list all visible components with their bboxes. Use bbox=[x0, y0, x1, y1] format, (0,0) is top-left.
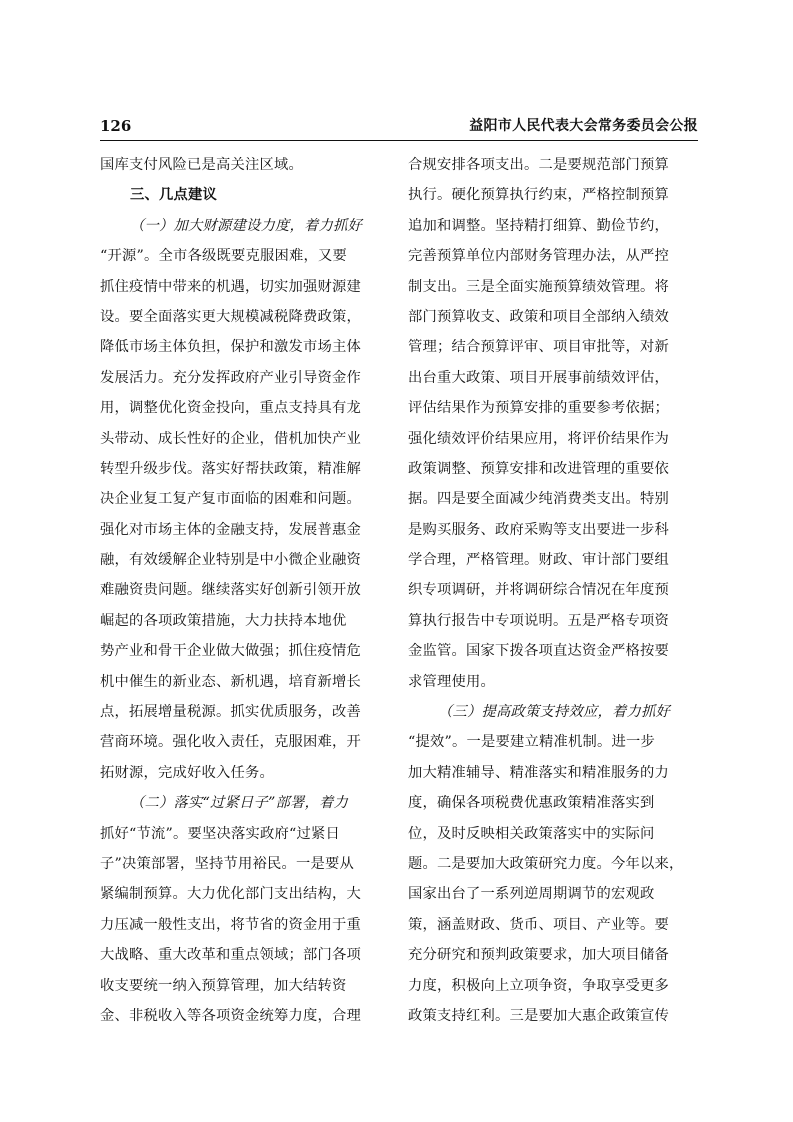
text-line: 出台重大政策、项目开展事前绩效评估， bbox=[408, 369, 669, 386]
text-line: 执行。硬化预算执行约束，严格控制预算 bbox=[408, 187, 669, 204]
text-line: 部门预算收支、政策和项目全部纳入绩效 bbox=[408, 308, 669, 325]
text-line: “提效”。一是要建立精准机制。进一步 bbox=[408, 734, 655, 751]
text-line: 据。四是要全面减少纯消费类支出。特别 bbox=[408, 491, 669, 508]
text-line: 金监管。国家下拨各项直达资金严格按要 bbox=[408, 643, 669, 660]
text-line: 拓财源，完成好收入任务。 bbox=[100, 764, 274, 781]
text-line: 营商环境。强化收入责任，克服困难，开 bbox=[100, 734, 361, 751]
text-line: 度，确保各项税费优惠政策精准落实到 bbox=[408, 795, 655, 812]
text-line: 子”决策部署，坚持节用裕民。一是要从 bbox=[100, 855, 354, 872]
text-line: 崛起的各项政策措施，大力扶持本地优 bbox=[100, 612, 347, 629]
text-line: 抓住疫情中带来的机遇，切实加强财源建 bbox=[100, 278, 361, 295]
text-line: 抓好“节流”。要坚决落实政府“过紧日 bbox=[100, 825, 340, 842]
text-line: 难融资贵问题。继续落实好创新引领开放 bbox=[100, 582, 361, 599]
text-line: 学合理，严格管理。财政、审计部门要组 bbox=[408, 552, 669, 569]
text-line: 用，调整优化资金投向，重点支持具有龙 bbox=[100, 400, 361, 417]
text-line: 决企业复工复产复市面临的困难和问题。 bbox=[100, 491, 361, 508]
right-column bbox=[408, 150, 698, 1100]
text-line: 强化绩效评价结果应用，将评价结果作为 bbox=[408, 430, 669, 447]
text-line: 加大精准辅导、精准落实和精准服务的力 bbox=[408, 764, 669, 781]
text-line: 管理；结合预算评审、项目审批等，对新 bbox=[408, 339, 669, 356]
text-line: 融，有效缓解企业特别是中小微企业融资 bbox=[100, 552, 361, 569]
text-line: 力度，积极向上立项争资，争取享受更多 bbox=[408, 977, 669, 994]
subsection-heading: （三）提高政策支持效应，着力抓好 bbox=[438, 704, 670, 721]
text-line: 求管理使用。 bbox=[408, 673, 495, 690]
text-line: 大战略、重大改革和重点领域；部门各项 bbox=[100, 947, 361, 964]
text-line: 国库支付风险已是高关注区域。 bbox=[100, 157, 303, 173]
text-line: 政策调整、预算安排和改进管理的重要依 bbox=[408, 460, 669, 477]
subsection-heading: （一）加大财源建设力度，着力抓好 bbox=[130, 217, 362, 234]
text-line: 合规安排各项支出。二是要规范部门预算 bbox=[408, 157, 669, 173]
subsection-heading: （二）落实“过紧日子”部署，着力 bbox=[130, 795, 348, 812]
text-line: 追加和调整。坚持精打细算、勤俭节约， bbox=[408, 217, 669, 234]
text-line: 国家出台了一系列逆周期调节的宏观政 bbox=[408, 886, 655, 903]
text-line: 制支出。三是全面实施预算绩效管理。将 bbox=[408, 278, 669, 295]
text-line: 题。二是要加大政策研究力度。今年以来， bbox=[408, 855, 684, 872]
text-line: 势产业和骨干企业做大做强；抓住疫情危 bbox=[100, 643, 361, 660]
text-line: 紧编制预算。大力优化部门支出结构，大 bbox=[100, 886, 361, 903]
header-rule bbox=[100, 140, 698, 141]
text-line: 机中催生的新业态、新机遇，培育新增长 bbox=[100, 673, 361, 690]
text-line: 发展活力。充分发挥政府产业引导资金作 bbox=[100, 369, 361, 386]
text-line: 策，涵盖财政、货币、项目、产业等。要 bbox=[408, 916, 669, 933]
section-heading: 三、几点建议 bbox=[130, 187, 217, 204]
text-line: 力压减一般性支出，将节省的资金用于重 bbox=[100, 916, 361, 933]
text-line: 点，拓展增量税源。抓实优质服务，改善 bbox=[100, 704, 361, 721]
text-line: 设。要全面落实更大规模减税降费政策， bbox=[100, 308, 361, 325]
text-line: “开源”。全市各级既要克服困难，又要 bbox=[100, 248, 347, 265]
text-line: 金、非税收入等各项资金统筹力度，合理 bbox=[100, 1007, 361, 1024]
text-line: 收支要统一纳入预算管理，加大结转资 bbox=[100, 977, 347, 994]
text-line: 政策支持红利。三是要加大惠企政策宣传 bbox=[408, 1007, 669, 1024]
text-line: 强化对市场主体的金融支持，发展普惠金 bbox=[100, 521, 361, 538]
text-line: 转型升级步伐。落实好帮扶政策，精准解 bbox=[100, 460, 361, 477]
text-line: 完善预算单位内部财务管理办法，从严控 bbox=[408, 248, 669, 265]
text-line: 评估结果作为预算安排的重要参考依据； bbox=[408, 400, 669, 417]
text-line: 算执行报告中专项说明。五是严格专项资 bbox=[408, 612, 669, 629]
text-line: 织专项调研，并将调研综合情况在年度预 bbox=[408, 582, 669, 599]
text-line: 是购买服务、政府采购等支出要进一步科 bbox=[408, 521, 669, 538]
text-line: 降低市场主体负担，保护和激发市场主体 bbox=[100, 339, 361, 356]
text-line: 位，及时反映相关政策落实中的实际问 bbox=[408, 825, 655, 842]
running-header bbox=[100, 117, 698, 139]
text-line: 充分研究和预判政策要求，加大项目储备 bbox=[408, 947, 669, 964]
page-number: 126 bbox=[100, 117, 132, 135]
journal-title: 益阳市人民代表大会常务委员会公报 bbox=[469, 118, 698, 134]
left-column bbox=[100, 150, 390, 1100]
text-line: 头带动、成长性好的企业，借机加快产业 bbox=[100, 430, 361, 447]
